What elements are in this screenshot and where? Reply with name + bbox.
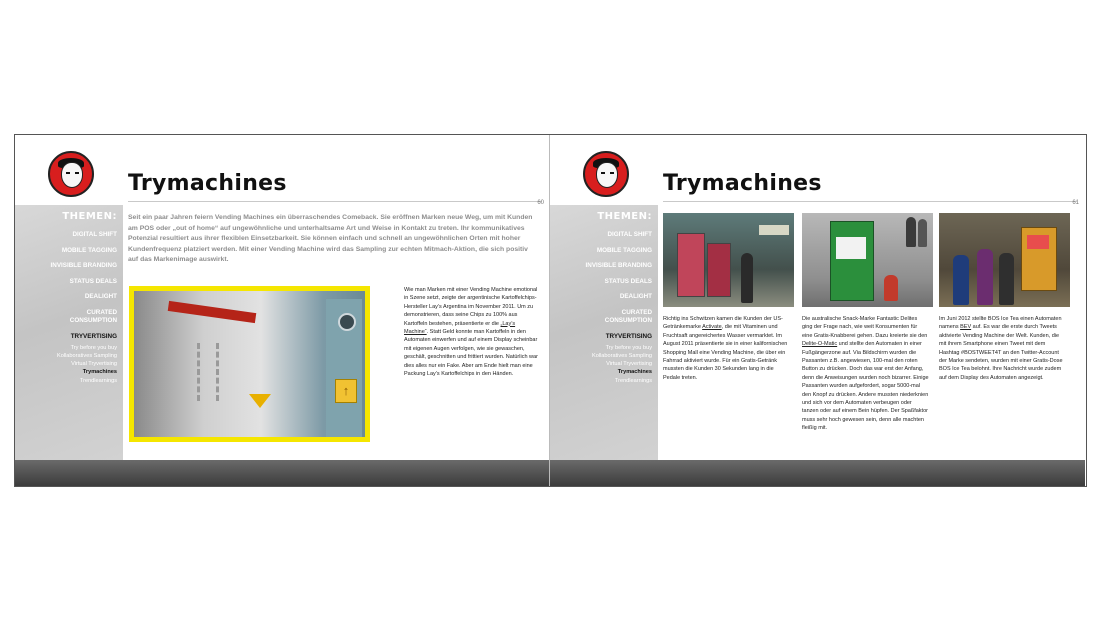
sidebar-heading: THEMEN: xyxy=(597,211,652,222)
sidebar-subitem[interactable]: Trendlearnings xyxy=(614,377,652,384)
activate-link[interactable]: Activate xyxy=(702,324,722,331)
sidebar-item[interactable]: DIGITAL SHIFT xyxy=(72,231,117,238)
knob-icon xyxy=(338,313,356,331)
vending-machine-image xyxy=(134,291,365,437)
delite-o-matic-link[interactable]: Delite-O-Matic xyxy=(802,341,838,348)
sidebar-heading: THEMEN: xyxy=(62,211,117,222)
sidebar-item[interactable]: DEALIGHT xyxy=(619,293,652,301)
sidebar-item-active[interactable]: TRYVERTISING xyxy=(605,332,652,340)
sidebar-subitem[interactable]: Trendlearnings xyxy=(79,377,117,384)
sidebar-subitem-current[interactable]: Trymachines xyxy=(82,369,117,376)
column-bos: Im Juni 2012 stellte BOS Ice Tea einen Automaten namens BEV auf. Es war die erste durch Tweets aktivierte Vending Machine der Welt. Kunden, die mit ihrem Smartphone einen Tweet mit dem Hashtag #BOSTWEET4T an den Twitter-Account der Marke sendeten, wurden mit einer Gratis-Dose BOS Ice Tea belohnt. Ihre Nachricht wurde zudem auf dem Display des Automaten angezeigt. xyxy=(939,316,1063,381)
sidebar-item[interactable]: DEALIGHT xyxy=(84,293,117,301)
activate-machine-photo xyxy=(663,213,794,307)
title-rule xyxy=(663,201,1077,202)
sidebar-item[interactable]: INVISIBLE BRANDING xyxy=(50,262,117,270)
sidebar-item[interactable]: STATUS DEALS xyxy=(69,277,117,285)
sidebar-nav xyxy=(550,231,652,385)
delite-o-matic-photo xyxy=(802,213,933,307)
page-title: Trymachines xyxy=(663,171,822,196)
devil-logo-icon xyxy=(48,151,94,197)
sidebar-item[interactable]: STATUS DEALS xyxy=(604,277,652,285)
page-title: Trymachines xyxy=(128,171,287,196)
sidebar-item-active[interactable]: TRYVERTISING xyxy=(70,332,117,340)
intro-paragraph: Seit ein paar Jahren feiern Vending Machines ein überraschendes Comeback. Sie eröffnen Marken neue Weg, um mit Kunden am POS oder „out of home“ auf ungewöhnliche und unterhaltsame Art und Weise in Kontakt zu treten. Ihr kommunikatives Potenzial resultiert aus ihrer flexiblen Einsetzbarkeit. Sie können einfach und schnell an ungewöhnlichen Orten mit hoher Kundenfrequenz platziert werden. Mit einer Vending Machine wird das Sampling zur echten Mitmach-Aktion, die sich positiv auf das Markenimage auswirkt. xyxy=(128,214,533,264)
sidebar-item[interactable]: DIGITAL SHIFT xyxy=(607,231,652,238)
lays-machine-link[interactable]: „Lay’s Machine“ xyxy=(404,320,516,336)
column-delites: Die australische Snack-Marke Fantastic Delites ging der Frage nach, wie weit Konsumenten für eine Gratis-Knabberei gehen. Dazu kreierte sie den Delite-O-Matic und stellte den Automaten in einer Fußgängerzone auf. Via Bildschirm wurden die Passanten z.B. angewiesen, 100-mal den roten Button zu drücken. Doch das war erst der Anfang, denn die Anweisungen wurden noch bizarrer. Einige Passanten wurden aufgefordert, sogar 5000-mal den Knopf zu drücken. Andere mussten niederknien und sich vor dem Automaten verbeugen oder tanzen oder auf einem Bein hüpfen. Der Spaßfaktor muss sehr hoch gewesen sein, denn alle machten fleißig mit. xyxy=(802,316,929,432)
sidebar-item[interactable]: CURATED CONSUMPTION xyxy=(604,308,652,324)
page-right xyxy=(550,135,1085,486)
page-number: 61 xyxy=(1072,200,1079,206)
bos-bev-machine-photo xyxy=(939,213,1070,307)
sidebar-item[interactable]: MOBILE TAGGING xyxy=(61,246,117,254)
page-floor xyxy=(550,460,1085,486)
magazine-spread xyxy=(14,134,1087,487)
sidebar xyxy=(550,205,658,460)
sidebar-subitem[interactable]: Try before you buy xyxy=(605,344,652,351)
page-left xyxy=(15,135,550,486)
sidebar-subitem[interactable]: Try before you buy xyxy=(70,344,117,351)
sidebar-subitem[interactable]: Virtual Tryvertising xyxy=(606,361,652,368)
title-rule xyxy=(128,201,542,202)
sidebar-item[interactable]: MOBILE TAGGING xyxy=(596,246,652,254)
page-number: 60 xyxy=(537,200,544,206)
sidebar xyxy=(15,205,123,460)
bev-link[interactable]: BEV xyxy=(960,324,972,331)
sidebar-subitem[interactable]: Virtual Tryvertising xyxy=(71,361,117,368)
lays-machine-photo xyxy=(129,286,370,442)
sidebar-subitem-current[interactable]: Trymachines xyxy=(617,369,652,376)
sidebar-item[interactable]: CURATED CONSUMPTION xyxy=(69,308,117,324)
arrow-up-icon: ↑ xyxy=(335,379,357,403)
page-floor xyxy=(15,460,550,486)
body-paragraph: Wie man Marken mit einer Vending Machine emotional in Szene setzt, zeigte der argentinische Kartoffelchips-Hersteller Lay’s Argentina im November 2011. Um zu demonstrieren, dass seine Chips zu 100% aus Kartoffeln bestehen, präsentierte er die „Lay’s Machine“. Statt Geld konnte man Kartoffeln in den Automaten einwerfen und auf einem Display scheinbar mit eigenen Augen verfolgen, wie sie gewaschen, geschält, geschnitten und frittiert wurden. Natürlich war dies alles nur ein Fake. Aber am Ende hielt man eine Packung Lay’s Kartoffelchips in den Händen. xyxy=(404,287,538,378)
column-activate: Richtig ins Schwitzen kamen die Kunden der US-Getränkemarke Activate, die mit Vitaminen und Fruchtsaft angereichertes Wasser vermarktet. Im August 2011 präsentierte sie in einer kalifornischen Shopping Mall eine Vending Machine, die über ein Fahrrad aktiviert wurde. Für ein Gratis-Getränk mussten die Kunden 30 Sekunden lang in die Pedale treten. xyxy=(663,316,788,381)
sidebar-nav xyxy=(15,231,117,385)
sidebar-subitem[interactable]: Kollaboratives Sampling xyxy=(591,352,652,359)
sidebar-subitem[interactable]: Kollaboratives Sampling xyxy=(56,352,117,359)
devil-logo-icon xyxy=(583,151,629,197)
sidebar-item[interactable]: INVISIBLE BRANDING xyxy=(585,262,652,270)
